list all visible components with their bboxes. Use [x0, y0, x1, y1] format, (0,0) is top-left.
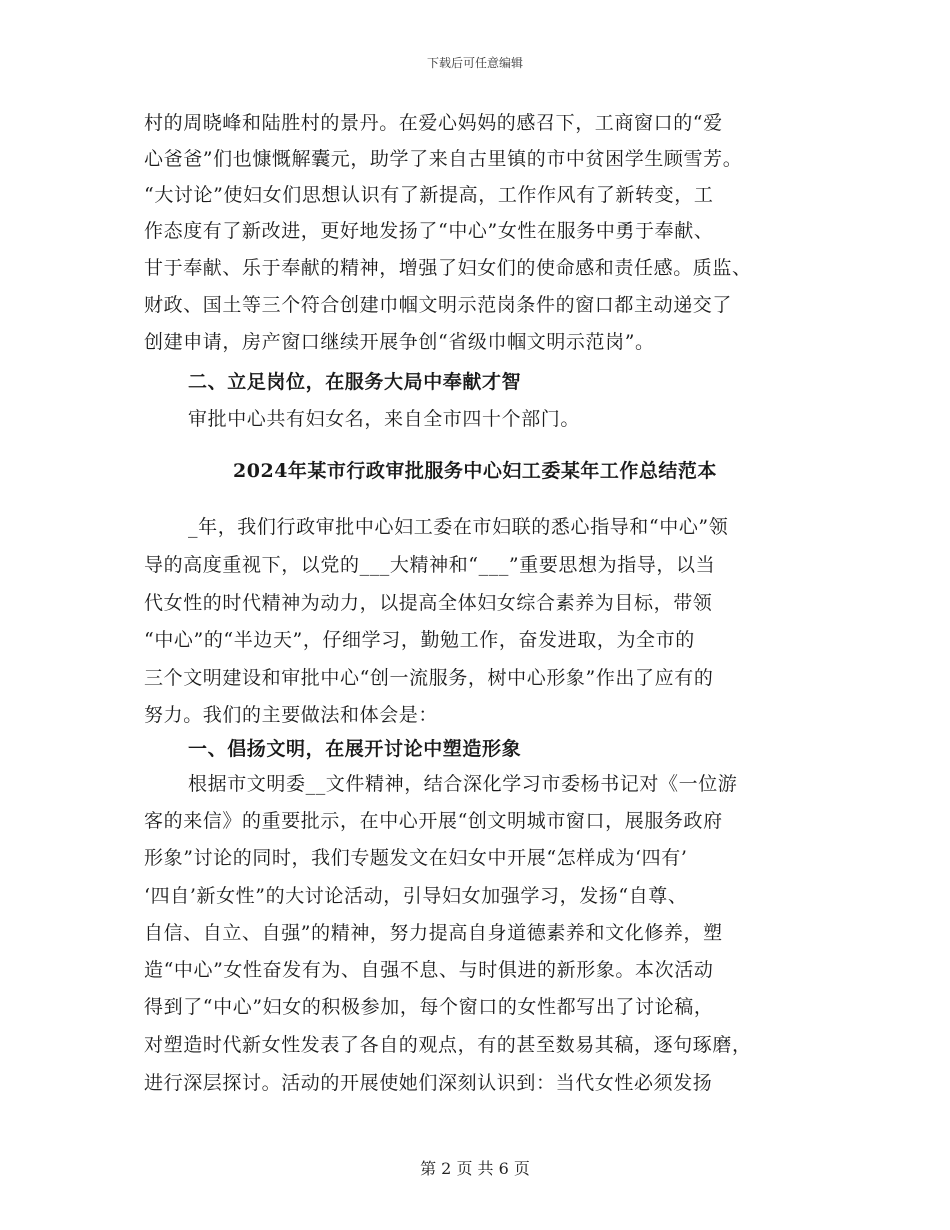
- paragraph-line: “中心”的“半边天”，仔细学习，勤勉工作，奋发进取，为全市的: [144, 629, 695, 651]
- paragraph-line: 形象”讨论的同时，我们专题发文在妇女中开展“怎样成为‘四有’: [144, 847, 688, 869]
- paragraph-line: 努力。我们的主要做法和体会是：: [144, 704, 439, 726]
- paragraph-line: “大讨论”使妇女们思想认识有了新提高，工作作风有了新转变，工: [144, 184, 714, 206]
- paragraph-line: 作态度有了新改进，更好地发扬了“中心”女性在服务中勇于奉献、: [144, 220, 714, 242]
- section-heading-1: 一、倡扬文明，在展开讨论中塑造形象: [188, 738, 522, 760]
- paragraph-line: 三个文明建设和审批中心“创一流服务，树中心形象”作出了应有的: [144, 667, 714, 689]
- paragraph-line: 财政、国土等三个符合创建巾帼文明示范岗条件的窗口都主动递交了: [144, 294, 733, 316]
- paragraph-line: 进行深层探讨。活动的开展使她们深刻认识到：当代女性必须发扬: [144, 1072, 713, 1094]
- paragraph-line: 对塑造时代新女性发表了各自的观点，有的甚至数易其稿，逐句琢磨，: [144, 1034, 752, 1056]
- paragraph-line: 根据市文明委__文件精神，结合深化学习市委杨书记对《一位游: [188, 773, 738, 795]
- paragraph-line: 创建申请，房产窗口继续开展争创“省级巾帼文明示范岗”。: [144, 331, 655, 353]
- page-number: 第 2 页 共 6 页: [420, 1159, 530, 1178]
- paragraph-line: _年，我们行政审批中心妇工委在市妇联的悉心指导和“中心”领: [188, 516, 729, 538]
- paragraph-line: 审批中心共有妇女名，来自全市四十个部门。: [188, 408, 581, 430]
- paragraph-line: 自信、自立、自强”的精神，努力提高自身道德素养和文化修养，塑: [144, 922, 723, 944]
- paragraph-line: 导的高度重视下，以党的___大精神和“___”重要思想为指导，以当: [144, 554, 716, 576]
- paragraph-line: 代女性的时代精神为动力，以提高全体妇女综合素养为目标，带领: [144, 592, 713, 614]
- section-heading-2: 二、立足岗位，在服务大局中奉献才智: [188, 371, 522, 393]
- document-title: 2024年某市行政审批服务中心妇工委某年工作总结范本: [233, 460, 717, 482]
- paragraph-line: ‘四自’新女性”的大讨论活动，引导妇女加强学习，发扬“自尊、: [144, 885, 688, 907]
- paragraph-line: 村的周晓峰和陆胜村的景丹。在爱心妈妈的感召下，工商窗口的“爱: [144, 112, 723, 134]
- paragraph-line: 得到了“中心”妇女的积极参加，每个窗口的女性都写出了讨论稿，: [144, 996, 714, 1018]
- paragraph-line: 客的来信》的重要批示，在中心开展“创文明城市窗口，展服务政府: [144, 810, 723, 832]
- paragraph-line: 造“中心”女性奋发有为、自强不息、与时俱进的新形象。本次活动: [144, 959, 714, 981]
- paragraph-line: 甘于奉献、乐于奉献的精神，增强了妇女们的使命感和责任感。质监、: [144, 257, 752, 279]
- paragraph-line: 心爸爸”们也慷慨解囊元，助学了来自古里镇的市中贫困学生顾雪芳。: [144, 148, 743, 170]
- page-header-note: 下载后可任意编辑: [426, 56, 523, 70]
